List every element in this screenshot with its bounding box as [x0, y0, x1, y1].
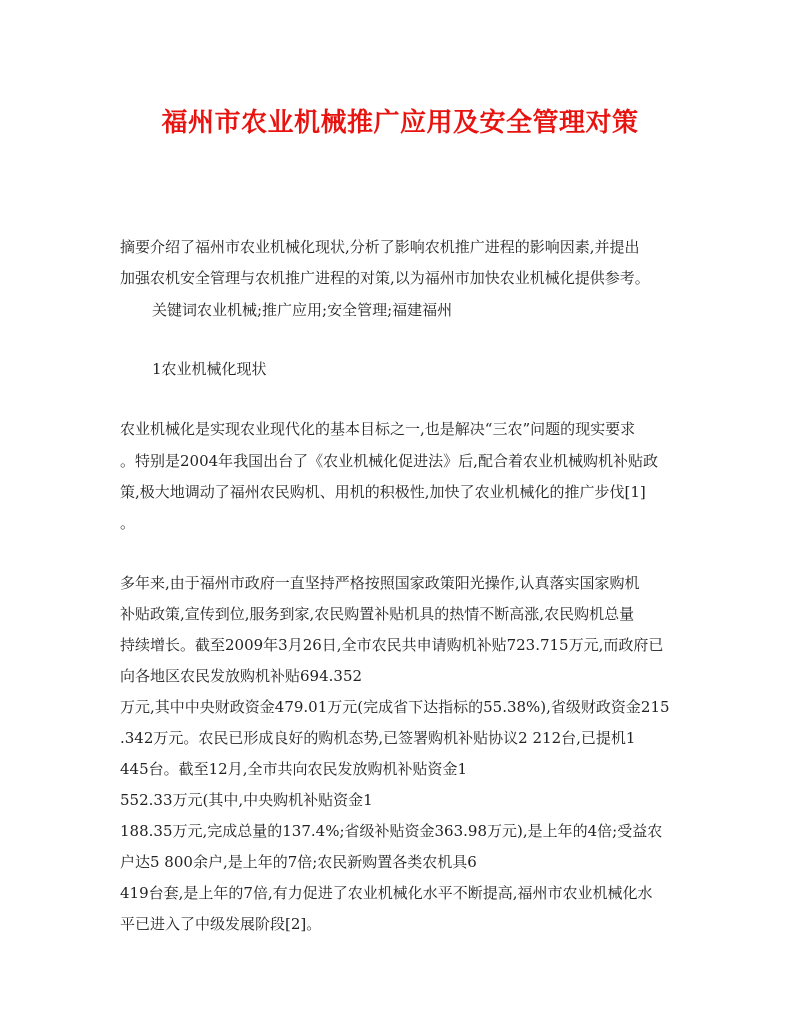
- abstract-line: 加强农机安全管理与农机推广进程的对策,以为福州市加快农业机械化提供参考。: [120, 269, 650, 287]
- paragraph-line: 419台套,是上年的7倍,有力促进了农业机械化水平不断提高,福州市农业机械化水: [120, 884, 653, 902]
- keywords-line: 关键词农业机械;推广应用;安全管理;福建福州: [152, 301, 453, 319]
- paragraph-line: 农业机械化是实现农业现代化的基本目标之一,也是解决“三农”问题的现实要求: [120, 420, 636, 438]
- paragraph-line: 552.33万元(其中,中央购机补贴资金1: [120, 791, 373, 809]
- paragraph-line: 。特别是2004年我国出台了《农业机械化促进法》后,配合着农业机械购机补贴政: [120, 452, 658, 470]
- paragraph-line: 188.35万元,完成总量的137.4%;省级补贴资金363.98万元),是上年的4倍;受益农: [120, 822, 663, 840]
- paragraph-line: 万元,其中中央财政资金479.01万元(完成省下达指标的55.38%),省级财政资金215: [120, 698, 670, 716]
- paragraph-line: 平已进入了中级发展阶段[2]。: [120, 915, 322, 933]
- paragraph-line: 445台。截至12月,全市共向农民发放购机补贴资金1: [120, 760, 468, 778]
- paragraph-line: 策,极大地调动了福州农民购机、用机的积极性,加快了农业机械化的推广步伐[1]: [120, 483, 646, 501]
- abstract-line: 摘要介绍了福州市农业机械化现状,分析了影响农机推广进程的影响因素,并提出: [120, 238, 640, 256]
- paragraph-line: 持续增长。截至2009年3月26日,全市农民共申请购机补贴723.715万元,而政府已: [120, 636, 664, 654]
- paragraph-line: 向各地区农民发放购机补贴694.352: [120, 667, 363, 685]
- paragraph-line: 户达5 800余户,是上年的7倍;农民新购置各类农机具6: [120, 853, 477, 871]
- paragraph-line: 。: [120, 514, 136, 532]
- section-heading: 1农业机械化现状: [152, 360, 267, 378]
- paragraph-line: 多年来,由于福州市政府一直坚持严格按照国家政策阳光操作,认真落实国家购机: [120, 574, 640, 592]
- document-title: 福州市农业机械推广应用及安全管理对策: [161, 108, 639, 138]
- paragraph-line: 补贴政策,宣传到位,服务到家,农民购置补贴机具的热情不断高涨,农民购机总量: [120, 605, 635, 623]
- paragraph-line: .342万元。农民已形成良好的购机态势,已签署购机补贴协议2 212台,已提机1: [120, 729, 636, 747]
